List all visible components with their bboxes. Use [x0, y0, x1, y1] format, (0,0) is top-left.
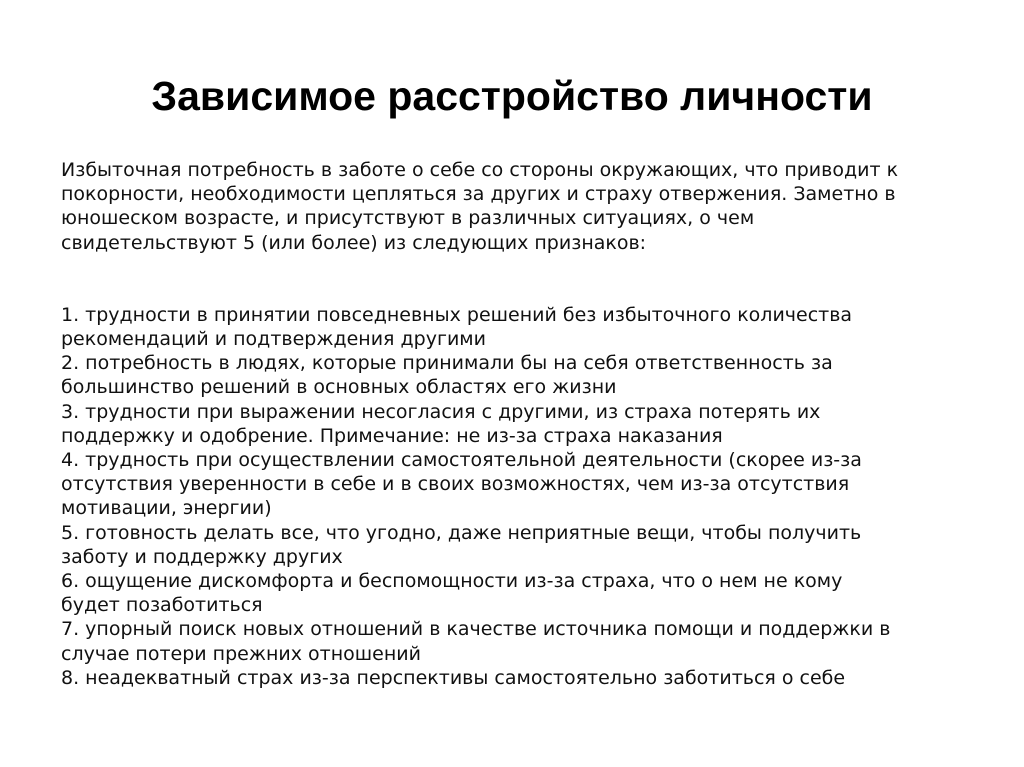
intro-line: свидетельствуют 5 (или более) из следующих признаков:: [61, 231, 647, 254]
intro-paragraph: [61, 158, 981, 255]
slide-title: Зависимое расстройство личности: [151, 73, 873, 119]
criterion-2-line-2: большинство решений в основных областях его жизни: [61, 376, 617, 399]
intro-line: Избыточная потребность в заботе о себе со стороны окружающих, что приводит к: [61, 159, 899, 181]
criterion-4-line-3: мотивации, энергии): [61, 497, 272, 520]
intro-line: покорности, необходимости цепляться за других и страху отвержения. Заметно в: [61, 183, 896, 206]
criterion-4-line-1: 4. трудность при осуществлении самостоятельной деятельности (скорее из-за: [61, 449, 862, 472]
criterion-6-line-1: 6. ощущение дискомфорта и беспомощности из-за страха, что о нем не кому: [61, 570, 843, 593]
criterion-1-line-2: рекомендаций и подтверждения другими: [61, 328, 486, 351]
criterion-5-line-2: заботу и поддержку других: [61, 545, 343, 568]
criterion-7-line-1: 7. упорный поиск новых отношений в качестве источника помощи и поддержки в: [61, 618, 891, 641]
slide-body: [61, 158, 981, 690]
criterion-6-line-2: будет позаботиться: [61, 594, 263, 617]
criterion-2-line-1: 2. потребность в людях, которые принимали бы на себя ответственность за: [61, 352, 833, 375]
criterion-7-line-2: случае потери прежних отношений: [61, 642, 421, 665]
criteria-list: [61, 303, 981, 690]
criterion-8-line-1: 8. неадекватный страх из-за перспективы самостоятельно заботиться о себе: [61, 666, 846, 689]
paragraph-spacer: [61, 255, 981, 303]
intro-line: юношеском возрасте, и присутствуют в различных ситуациях, о чем: [61, 207, 755, 230]
criterion-3-line-2: поддержку и одобрение. Примечание: не из-за страха наказания: [61, 424, 723, 447]
criterion-3-line-1: 3. трудности при выражении несогласия с другими, из страха потерять их: [61, 400, 821, 423]
criterion-4-line-2: отсутствия уверенности в себе и в своих возможностях, чем из-за отсутствия: [61, 473, 850, 496]
criterion-5-line-1: 5. готовность делать все, что угодно, даже неприятные вещи, чтобы получить: [61, 521, 862, 544]
criterion-1-line-1: 1. трудности в принятии повседневных решений без избыточного количества: [61, 303, 853, 326]
